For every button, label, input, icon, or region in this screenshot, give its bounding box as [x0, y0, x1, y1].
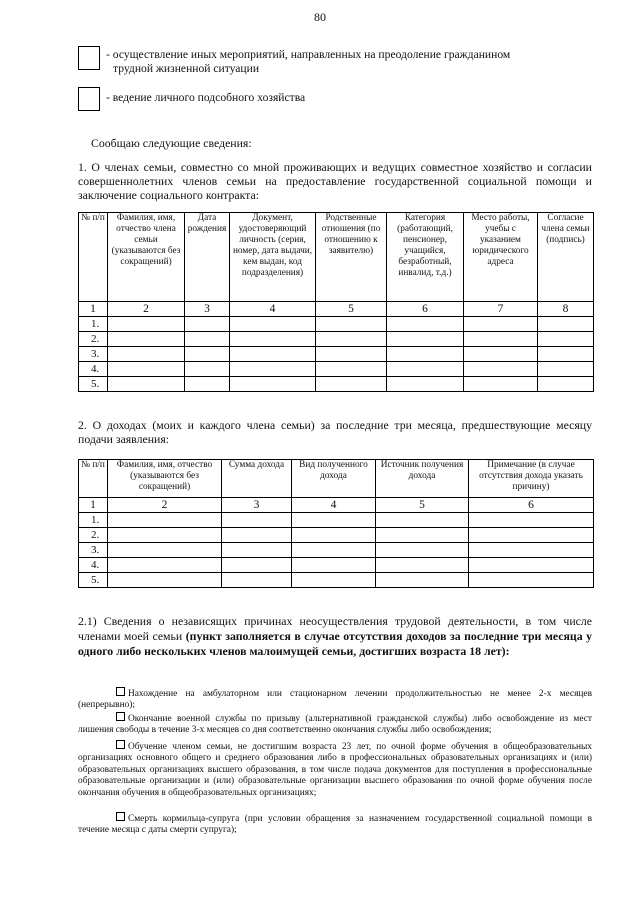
cell-input[interactable]: [376, 573, 469, 588]
row-number: 2.: [79, 332, 108, 347]
section21-text: 2.1) Сведения о независящих причинах неосуществления трудовой деятельности, в том числе членами моей семьи: [78, 614, 592, 643]
reason-item: [78, 712, 592, 737]
cell-input[interactable]: [185, 347, 230, 362]
reason-checkbox[interactable]: [116, 712, 125, 721]
checkbox-row-other-measures: [78, 46, 510, 76]
column-number: 5: [376, 498, 469, 513]
cell-input[interactable]: [469, 513, 594, 528]
cell-input[interactable]: [230, 362, 316, 377]
cell-input[interactable]: [108, 513, 222, 528]
income-table: [78, 459, 594, 588]
table2-header-cell: Вид полученного дохода: [292, 460, 376, 498]
cell-input[interactable]: [316, 317, 387, 332]
cell-input[interactable]: [292, 513, 376, 528]
column-number: 6: [387, 302, 464, 317]
reason-checkbox[interactable]: [116, 740, 125, 749]
cell-input[interactable]: [538, 332, 594, 347]
column-number: 3: [222, 498, 292, 513]
cell-input[interactable]: [469, 528, 594, 543]
table2-header-cell: Примечание (в случае отсутствия дохода указать причину): [469, 460, 594, 498]
cell-input[interactable]: [387, 362, 464, 377]
cell-input[interactable]: [464, 332, 538, 347]
table1-column-numbers: [79, 302, 594, 317]
cell-input[interactable]: [230, 317, 316, 332]
cell-input[interactable]: [292, 573, 376, 588]
cell-input[interactable]: [316, 362, 387, 377]
column-number: 5: [316, 302, 387, 317]
cell-input[interactable]: [185, 362, 230, 377]
table-row: [79, 573, 594, 588]
row-number: 1.: [79, 513, 108, 528]
cell-input[interactable]: [222, 543, 292, 558]
table-row: [79, 528, 594, 543]
cell-input[interactable]: [292, 558, 376, 573]
table2-header-row: [79, 460, 594, 498]
table1-header-cell: Фамилия, имя, отчество члена семьи (указываются без сокращений): [108, 213, 185, 302]
cell-input[interactable]: [108, 528, 222, 543]
row-number: 3.: [79, 543, 108, 558]
cell-input[interactable]: [376, 528, 469, 543]
row-number: 5.: [79, 377, 108, 392]
table1-header-cell: Родственные отношения (по отношению к заявителю): [316, 213, 387, 302]
cell-input[interactable]: [376, 558, 469, 573]
cell-input[interactable]: [108, 573, 222, 588]
row-number: 4.: [79, 362, 108, 377]
table1-header-cell: Место работы, учебы с указанием юридического адреса: [464, 213, 538, 302]
row-number: 4.: [79, 558, 108, 573]
column-number: 1: [79, 498, 108, 513]
row-number: 5.: [79, 573, 108, 588]
reason-text: Нахождение на амбулаторном или стационарном лечении продолжительностью не менее 2-х месяцев (непрерывно);: [78, 689, 592, 711]
reason-item: [78, 740, 592, 799]
column-number: 8: [538, 302, 594, 317]
column-number: 4: [292, 498, 376, 513]
cell-input[interactable]: [108, 332, 185, 347]
cell-input[interactable]: [108, 543, 222, 558]
section21-note: (пункт заполняется в случае отсутствия доходов за последние три месяца у одного либо нескольких членов малоимущей семьи, достигших возраста 18 лет):: [78, 629, 592, 658]
family-members-table: [78, 212, 594, 392]
reason-item: [78, 812, 592, 837]
cell-input[interactable]: [376, 543, 469, 558]
cell-input[interactable]: [387, 332, 464, 347]
cell-input[interactable]: [230, 377, 316, 392]
table2-header-cell: Сумма дохода: [222, 460, 292, 498]
cell-input[interactable]: [222, 558, 292, 573]
cell-input[interactable]: [464, 377, 538, 392]
cell-input[interactable]: [387, 377, 464, 392]
section21-heading: [78, 614, 592, 659]
cell-input[interactable]: [464, 317, 538, 332]
table-row: [79, 558, 594, 573]
cell-input[interactable]: [185, 377, 230, 392]
cell-input[interactable]: [292, 543, 376, 558]
table-row: [79, 543, 594, 558]
intro-text: Сообщаю следующие сведения:: [91, 136, 252, 150]
cell-input[interactable]: [292, 528, 376, 543]
cell-input[interactable]: [538, 377, 594, 392]
reason-text: Окончание военной службы по призыву (альтернативной гражданской службы) либо освобождение из мест лишения свободы в течение 3-х месяцев со дня соответственно окончания службы либо освобождения;: [78, 714, 592, 736]
checkbox-other-measures[interactable]: [78, 46, 100, 70]
table1-header-cell: № п/п: [79, 213, 108, 302]
cell-input[interactable]: [222, 513, 292, 528]
cell-input[interactable]: [222, 528, 292, 543]
cell-input[interactable]: [387, 317, 464, 332]
cell-input[interactable]: [464, 362, 538, 377]
cell-input[interactable]: [108, 347, 185, 362]
reason-item: [78, 687, 592, 712]
table1-header-cell: Документ, удостоверяющий личность (серия, номер, дата выдачи, кем выдан, код подразделения): [230, 213, 316, 302]
cell-input[interactable]: [387, 347, 464, 362]
checkbox-subsidiary-farm[interactable]: [78, 87, 100, 111]
checkbox-label-line1: - осуществление иных мероприятий, направленных на преодоление гражданином: [106, 48, 511, 61]
table-row: [79, 347, 594, 362]
cell-input[interactable]: [108, 317, 185, 332]
column-number: 6: [469, 498, 594, 513]
cell-input[interactable]: [469, 543, 594, 558]
cell-input[interactable]: [316, 377, 387, 392]
column-number: 2: [108, 302, 185, 317]
page-number: 80: [314, 10, 326, 24]
checkbox-label-line2: трудной жизненной ситуации: [113, 62, 260, 75]
reason-text: Обучение членом семьи, не достигшим возраста 23 лет, по очной форме обучения в общеобразовательных организациях основного общего и среднего образования либо в профессиональных образовательных организациях и (или) образовательных организациях высшего образования, в том числе подача документов для поступления в профессиональные образовательные организации и (или) образовательные организации высшего образования по очной форме обучения после окончания обучения в общеобразовательных организациях;: [78, 742, 592, 798]
cell-input[interactable]: [464, 347, 538, 362]
cell-input[interactable]: [108, 362, 185, 377]
cell-input[interactable]: [538, 317, 594, 332]
row-number: 1.: [79, 317, 108, 332]
table-row: [79, 332, 594, 347]
cell-input[interactable]: [222, 573, 292, 588]
column-number: 2: [108, 498, 222, 513]
checkbox-label: - ведение личного подсобного хозяйства: [106, 91, 306, 104]
table-row: [79, 377, 594, 392]
cell-input[interactable]: [108, 377, 185, 392]
cell-input[interactable]: [185, 317, 230, 332]
reason-checkbox[interactable]: [116, 687, 125, 696]
table2-column-numbers: [79, 498, 594, 513]
cell-input[interactable]: [185, 332, 230, 347]
table2-header-cell: Фамилия, имя, отчество (указываются без сокращений): [108, 460, 222, 498]
table1-header-cell: Дата рождения: [185, 213, 230, 302]
column-number: 3: [185, 302, 230, 317]
cell-input[interactable]: [230, 332, 316, 347]
cell-input[interactable]: [230, 347, 316, 362]
section1-heading: 1. О членах семьи, совместно со мной проживающих и ведущих совместное хозяйство и согласии совершеннолетних членов семьи на предоставление государственной социальной помощи и заключение социального контракта:: [78, 160, 592, 202]
table-row: [79, 362, 594, 377]
table1-header-cell: Категория (работающий, пенсионер, учащийся, безработный, инвалид, т.д.): [387, 213, 464, 302]
cell-input[interactable]: [469, 573, 594, 588]
table-row: [79, 317, 594, 332]
section2-heading: 2. О доходах (моих и каждого члена семьи) за последние три месяца, предшествующие месяцу подачи заявления:: [78, 418, 592, 446]
reason-text: Смерть кормильца-супруга (при условии обращения за назначением государственной социальной помощи в течение месяца с даты смерти супруга);: [78, 814, 592, 836]
cell-input[interactable]: [316, 347, 387, 362]
cell-input[interactable]: [108, 558, 222, 573]
row-number: 3.: [79, 347, 108, 362]
table1-header-cell: Согласие члена семьи (подпись): [538, 213, 594, 302]
table2-header-cell: Источник получения дохода: [376, 460, 469, 498]
row-number: 2.: [79, 528, 108, 543]
cell-input[interactable]: [538, 347, 594, 362]
column-number: 1: [79, 302, 108, 317]
cell-input[interactable]: [538, 362, 594, 377]
table1-header-row: [79, 213, 594, 302]
column-number: 7: [464, 302, 538, 317]
checkbox-row-subsidiary-farm: [78, 87, 305, 111]
cell-input[interactable]: [316, 332, 387, 347]
column-number: 4: [230, 302, 316, 317]
table2-header-cell: № п/п: [79, 460, 108, 498]
reason-checkbox[interactable]: [116, 812, 125, 821]
cell-input[interactable]: [469, 558, 594, 573]
cell-input[interactable]: [376, 513, 469, 528]
table-row: [79, 513, 594, 528]
